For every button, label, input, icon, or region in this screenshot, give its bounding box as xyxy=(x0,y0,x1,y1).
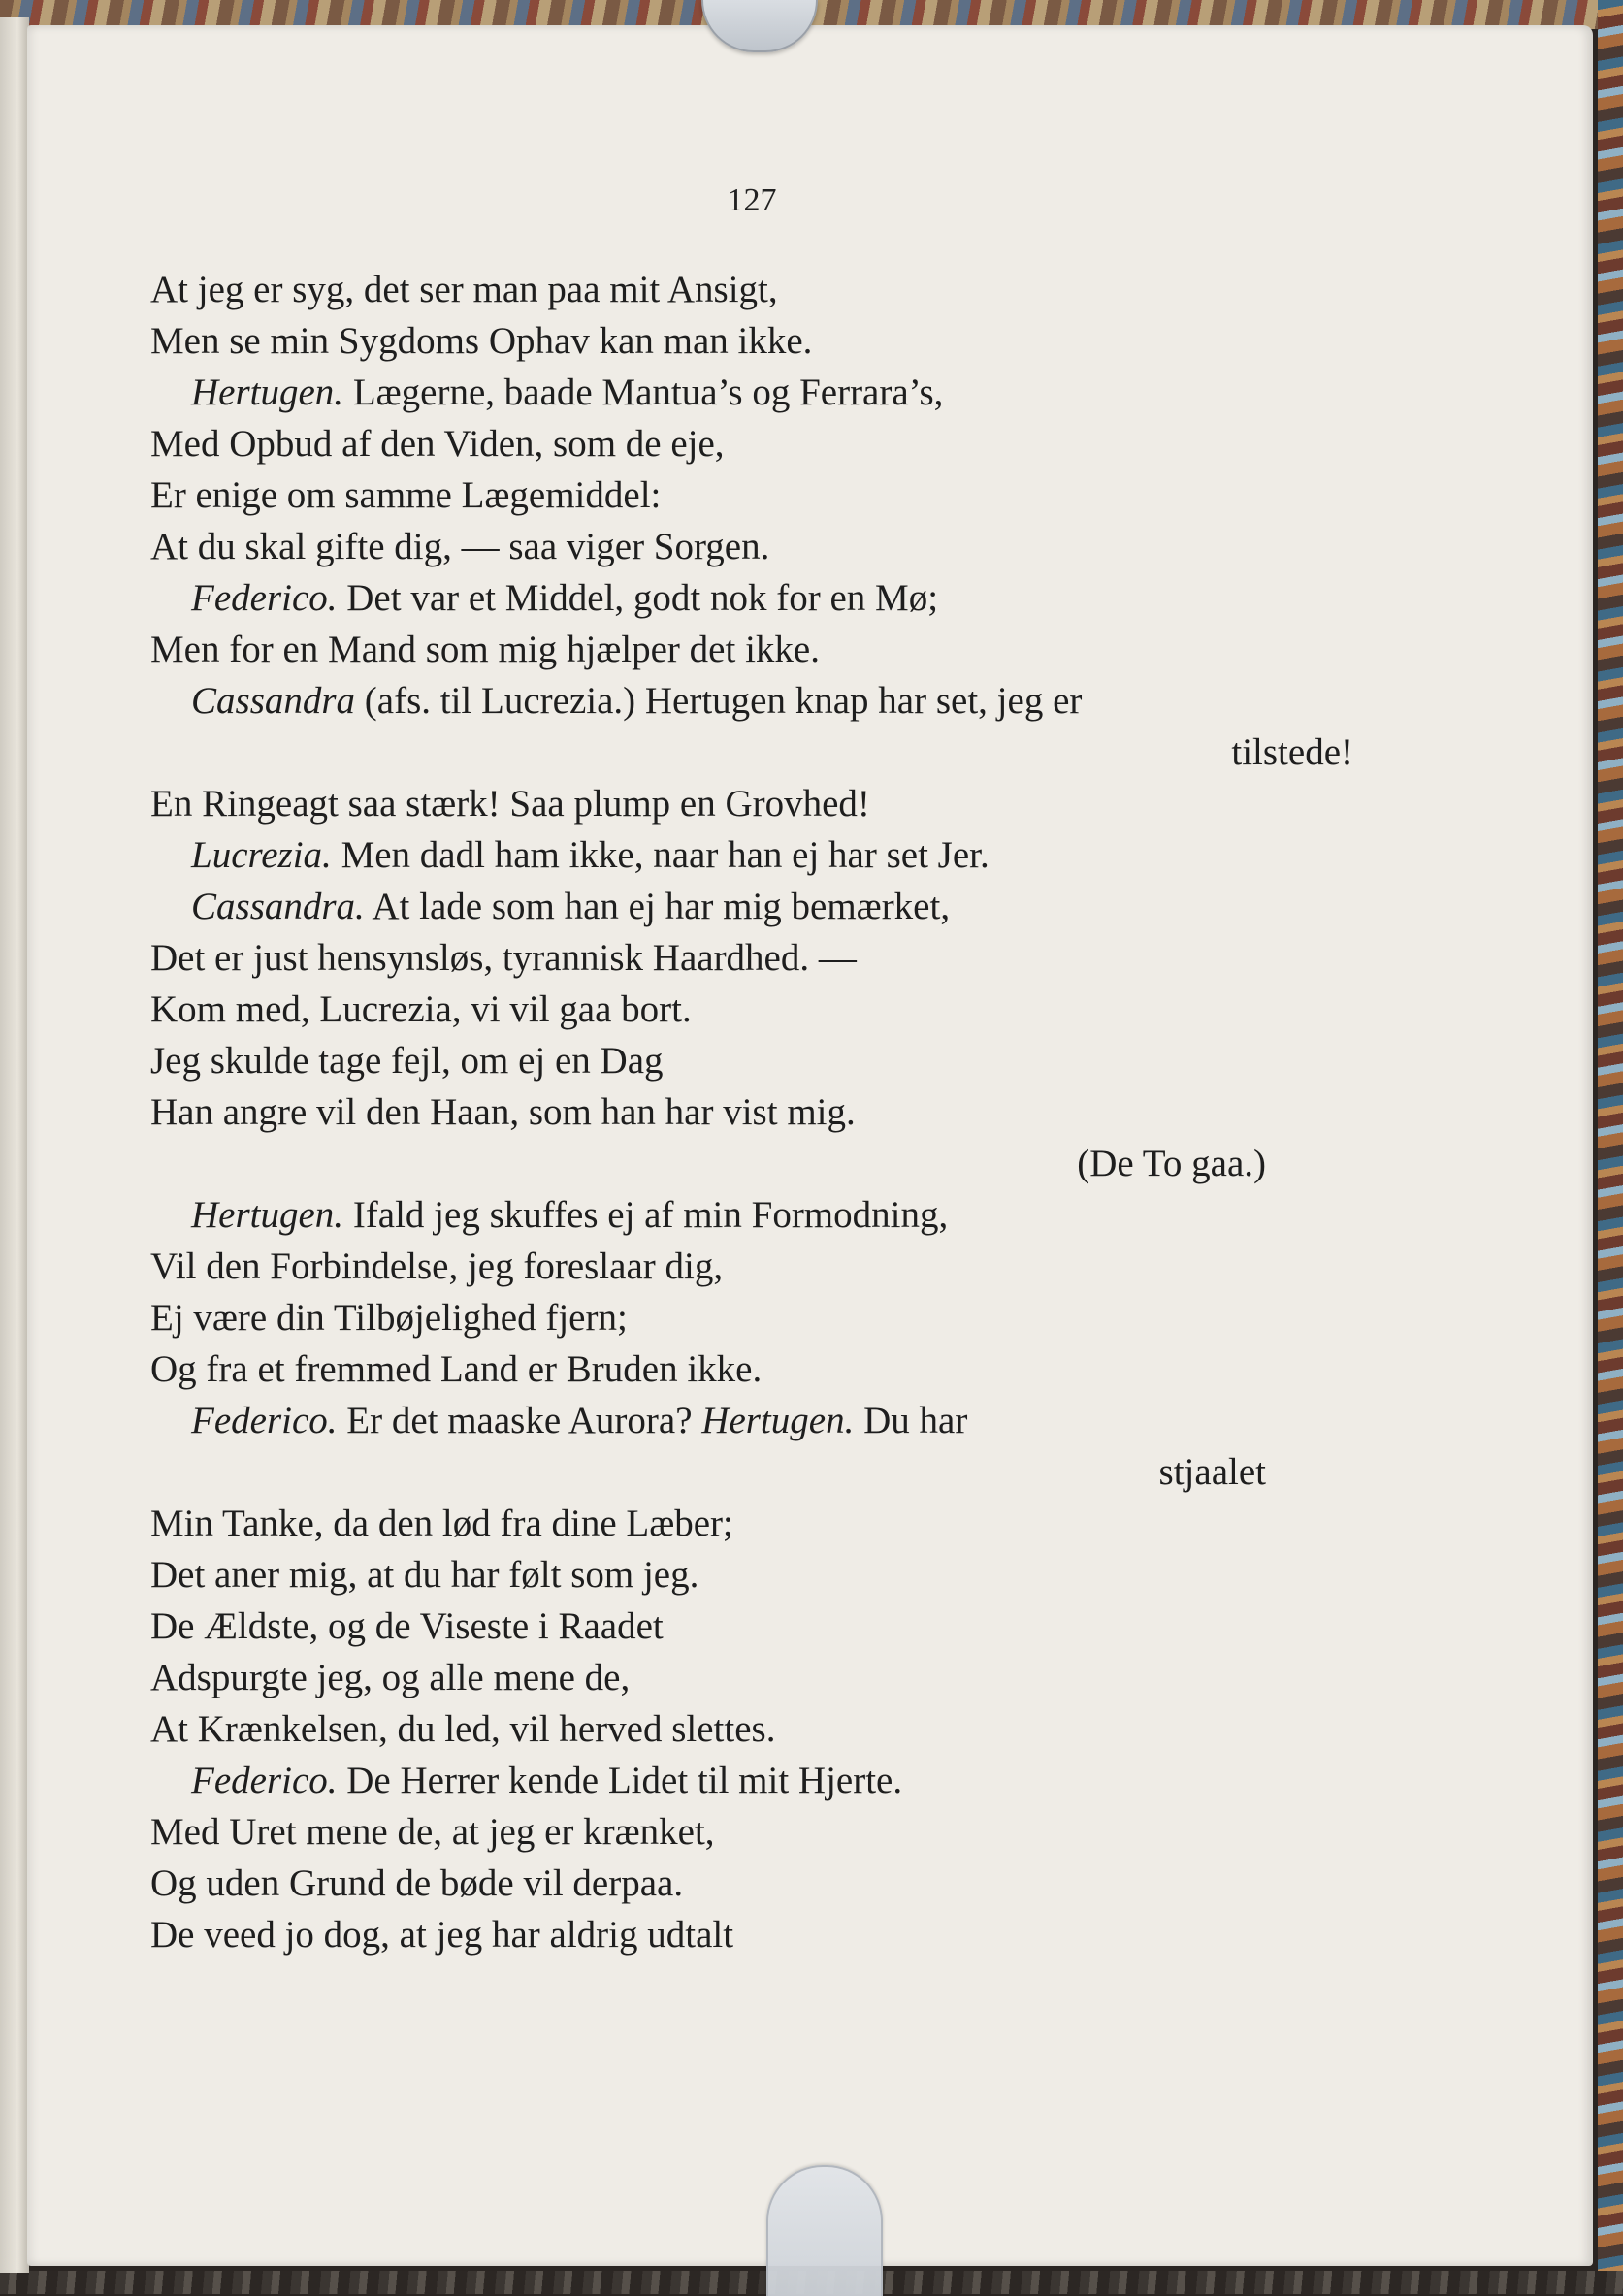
speaker-name: Federico. xyxy=(191,1760,338,1801)
speaker-name: Lucrezia. xyxy=(191,834,332,876)
speaker-line: Federico. De Herrer kende Lidet til mit Hjerte. xyxy=(191,1760,903,1801)
verse-line: Er enige om samme Lægemiddel: xyxy=(150,474,662,516)
speaker-line: Cassandra. At lade som han ej har mig bemærket, xyxy=(191,886,951,927)
verse-line: Adspurgte jeg, og alle mene de, xyxy=(150,1657,631,1698)
speaker-line: Federico. Er det maaske Aurora? Hertugen. Du har xyxy=(191,1400,968,1441)
speaker-name: Federico. xyxy=(191,577,338,619)
page-holder-clip-bottom xyxy=(766,2165,883,2296)
page-number: 127 xyxy=(727,182,777,218)
verse-line: Og fra et fremmed Land er Bruden ikke. xyxy=(150,1348,763,1390)
stage-direction: (De To gaa.) xyxy=(1077,1143,1266,1184)
speaker-name: Hertugen. xyxy=(191,1194,344,1236)
verse-line: Ej være din Tilbøjelighed fjern; xyxy=(150,1297,628,1339)
speaker-line: Federico. Det var et Middel, godt nok for en Mø; xyxy=(191,577,939,619)
speaker-name: Cassandra xyxy=(191,680,356,722)
verse-line: Med Opbud af den Viden, som de eje, xyxy=(150,423,725,465)
verse-line: Kom med, Lucrezia, vi vil gaa bort. xyxy=(150,988,692,1030)
speaker-line: Cassandra (afs. til Lucrezia.) Hertugen knap har set, jeg er xyxy=(191,680,1083,722)
verse-line: Med Uret mene de, at jeg er krænket, xyxy=(150,1811,715,1853)
book-cover-right-edge xyxy=(1598,0,1623,2294)
speaker-line: Hertugen. Ifald jeg skuffes ej af min Formodning, xyxy=(191,1194,949,1236)
verse-line: De veed jo dog, at jeg har aldrig udtalt xyxy=(150,1914,734,1956)
verse-line: Han angre vil den Haan, som han har vist mig. xyxy=(150,1091,856,1133)
verse-line: At Krænkelsen, du led, vil herved slettes. xyxy=(150,1708,776,1750)
verse-line: At jeg er syg, det ser man paa mit Ansigt, xyxy=(150,269,778,310)
verse-line: Vil den Forbindelse, jeg foreslaar dig, xyxy=(150,1245,724,1287)
verse-text xyxy=(150,264,1353,1960)
verse-line: Men for en Mand som mig hjælper det ikke. xyxy=(150,629,820,670)
speaker-name: Cassandra. xyxy=(191,886,365,927)
verse-line: At du skal gifte dig, — saa viger Sorgen. xyxy=(150,526,770,567)
speaker-line: Lucrezia. Men dadl ham ikke, naar han ej har set Jer. xyxy=(191,834,990,876)
verse-line-continuation: stjaalet xyxy=(1158,1451,1266,1493)
verse-line: Men se min Sygdoms Ophav kan man ikke. xyxy=(150,320,813,362)
verse-line: Min Tanke, da den lød fra dine Læber; xyxy=(150,1503,733,1544)
verse-line-continuation: tilstede! xyxy=(1231,731,1353,773)
speaker-name: Hertugen. xyxy=(191,372,344,413)
verse-line: De Ældste, og de Viseste i Raadet xyxy=(150,1605,664,1647)
speaker-name: Federico. xyxy=(191,1400,338,1441)
speaker-name: Hertugen. xyxy=(701,1400,855,1441)
verse-line: Og uden Grund de bøde vil derpaa. xyxy=(150,1862,684,1904)
verse-line: Det er just hensynsløs, tyrannisk Haardhed. — xyxy=(150,937,857,979)
verse-line: Jeg skulde tage fejl, om ej en Dag xyxy=(150,1040,664,1082)
verse-line: Det aner mig, at du har følt som jeg. xyxy=(150,1554,699,1596)
spine-edge xyxy=(0,17,29,2273)
speaker-line: Hertugen. Lægerne, baade Mantua’s og Ferrara’s, xyxy=(191,372,944,413)
verse-line: En Ringeagt saa stærk! Saa plump en Grovhed! xyxy=(150,783,870,825)
